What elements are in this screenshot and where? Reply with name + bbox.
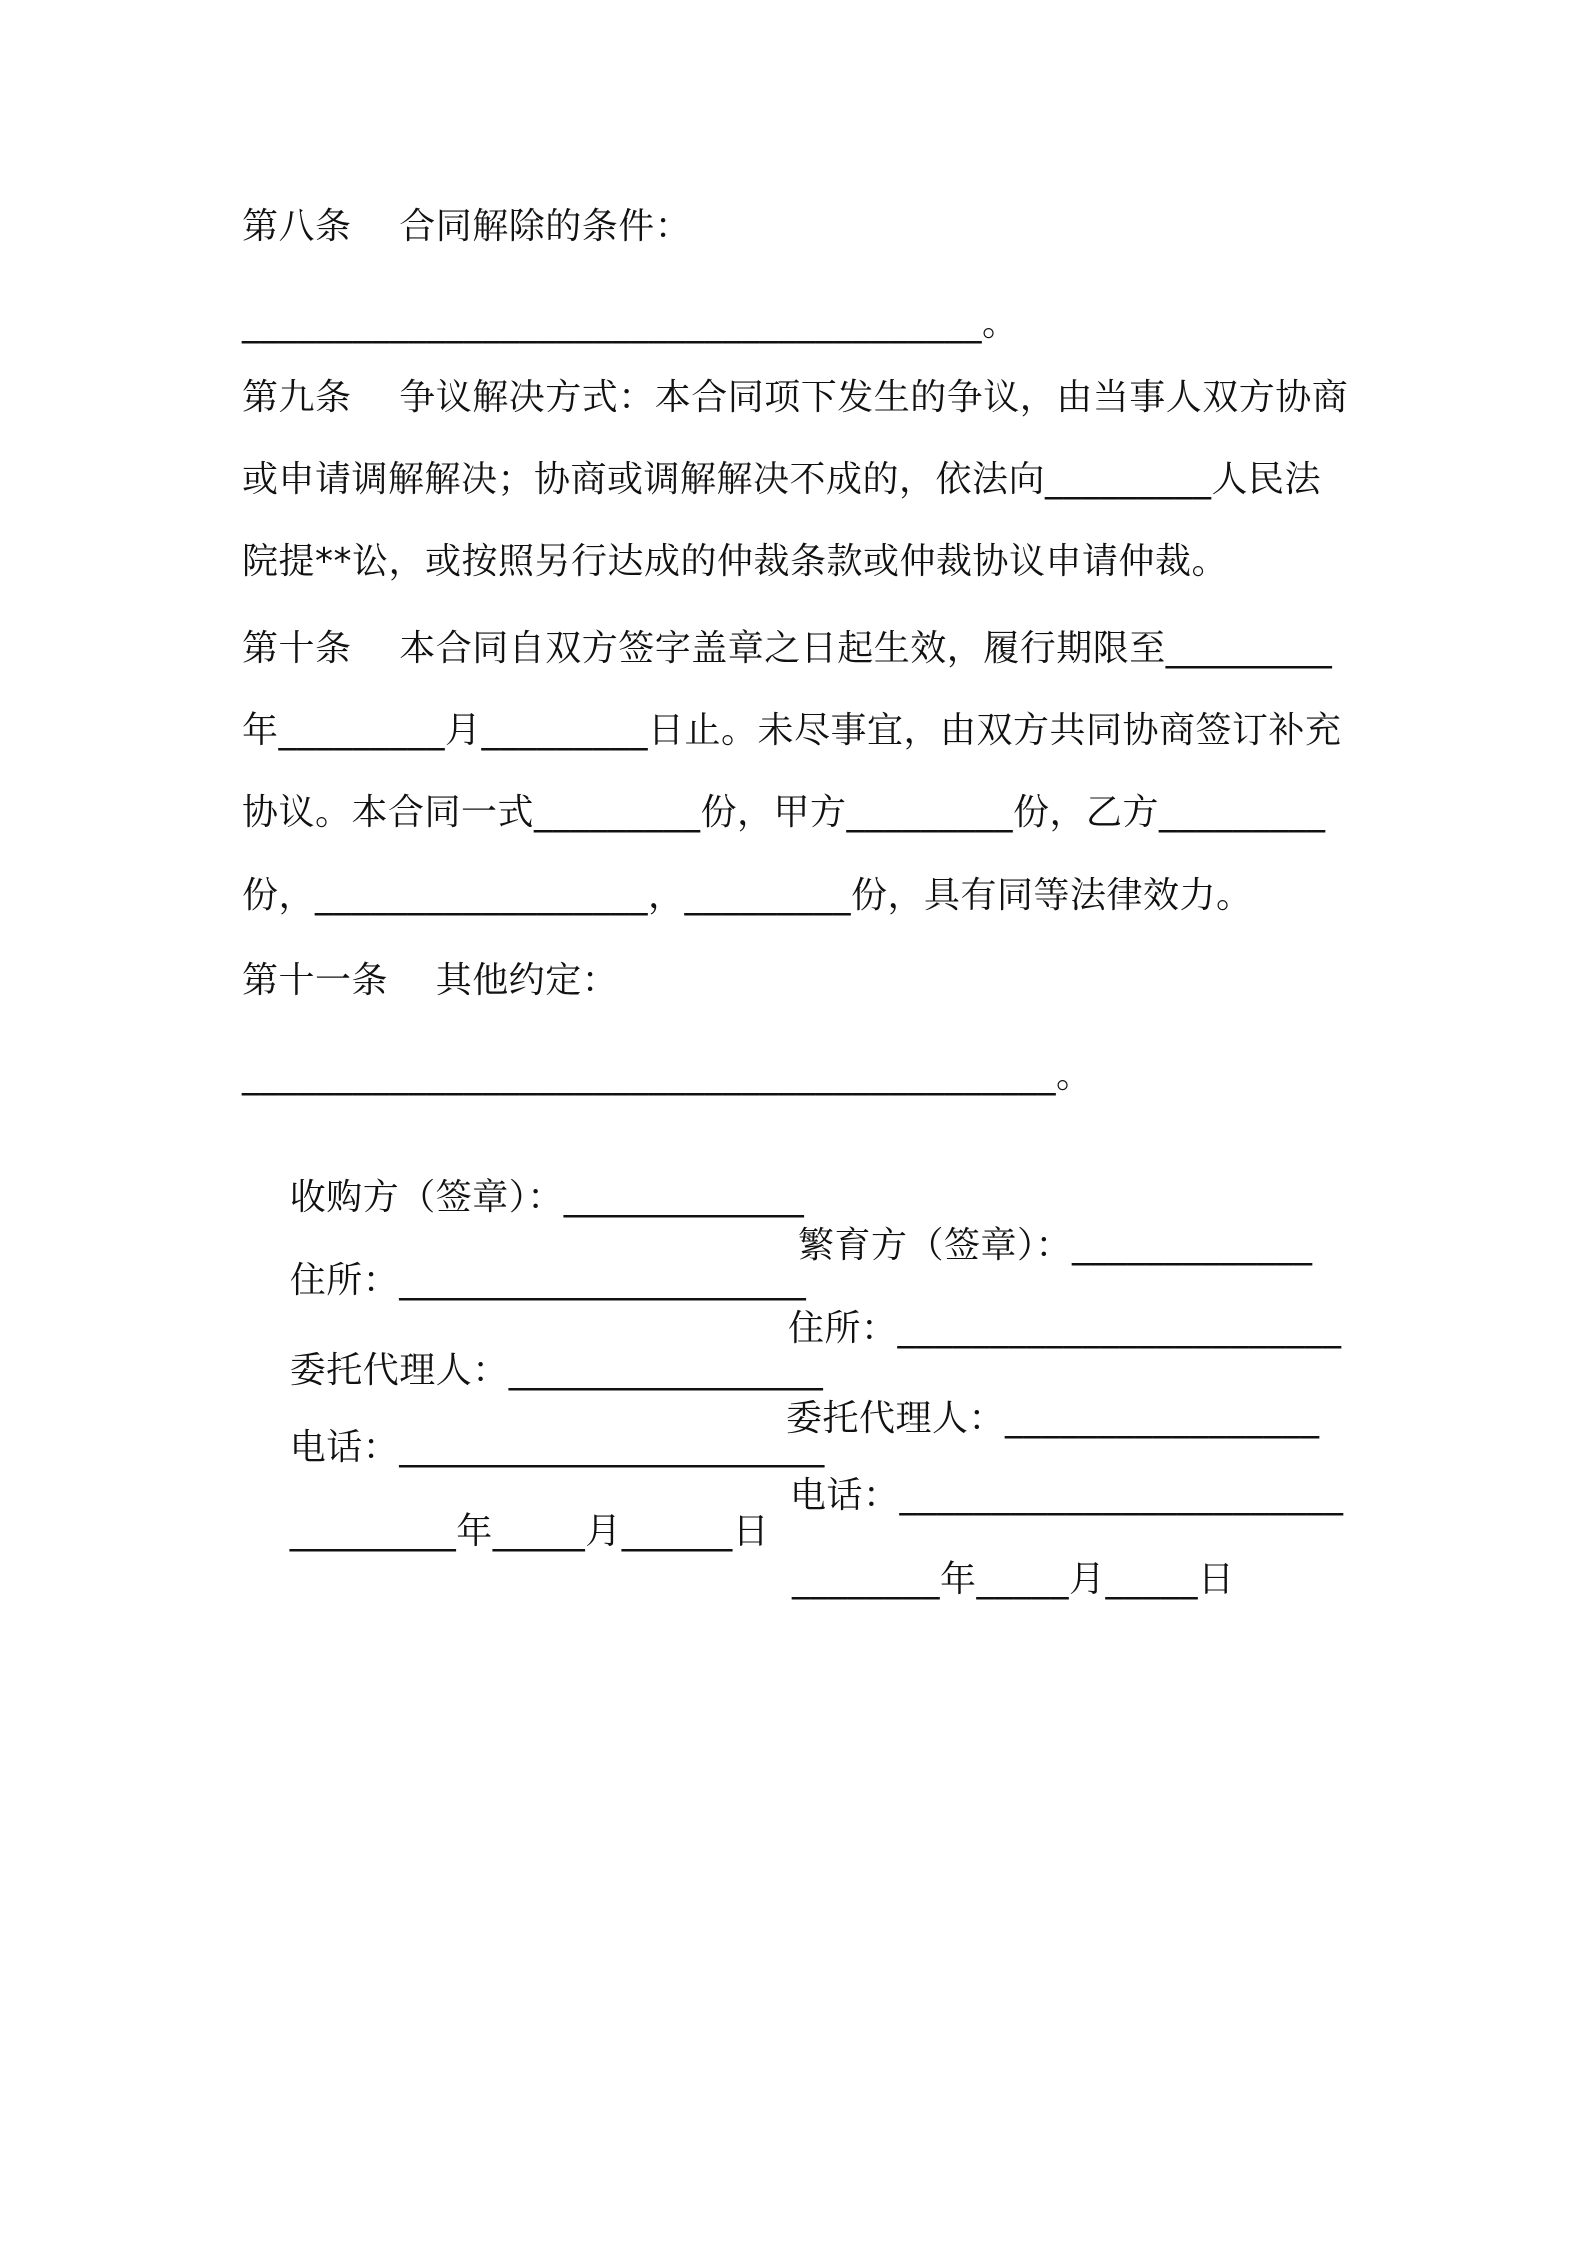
buyer-signature: 收购方（签章）：_____________ [289,1177,805,1218]
article10-line2: 年_________月_________日止。未尽事宜，由双方共同协商签订补充 [242,710,1342,751]
article8-blank-line: ________________________________________。 [242,303,1019,344]
article8-heading: 第八条 合同解除的条件： [242,206,692,247]
breeder-address: 住所：________________________ [788,1308,1342,1349]
breeder-date: ________年_____月_____日 [792,1559,1235,1600]
signature-row-date [242,1460,1362,1652]
buyer-address: 住所：______________________ [289,1260,807,1301]
buyer-date: _________年_____月______日 [289,1511,770,1552]
buyer-phone: 电话：_______________________ [289,1427,825,1468]
article11-heading: 第十一条 其他约定： [242,960,619,1001]
buyer-agent: 委托代理人：_________________ [289,1350,824,1391]
article9-line1: 第九条 争议解决方式：本合同项下发生的争议，由当事人双方协商 [242,377,1349,418]
breeder-signature: 繁育方（签章）：_____________ [798,1225,1313,1266]
breeder-agent: 委托代理人：_________________ [786,1398,1320,1439]
article9-line3: 院提**讼，或按照另行达成的仲裁条款或仲裁协议申请仲裁。 [242,541,1229,582]
article11-blank-line: ____________________________________________。 [242,1055,1093,1096]
article10-line4: 份，__________________，_________份，具有同等法律效力。 [242,875,1253,916]
article10-line3: 协议。本合同一式_________份，甲方_________份，乙方_________ [242,792,1326,833]
breeder-phone: 电话：________________________ [790,1475,1344,1516]
article9-line2: 或申请调解解决；协商或调解解决不成的，依法向_________人民法 [242,459,1322,500]
article10-line1: 第十条 本合同自双方签字盖章之日起生效，履行期限至_________ [242,628,1333,669]
